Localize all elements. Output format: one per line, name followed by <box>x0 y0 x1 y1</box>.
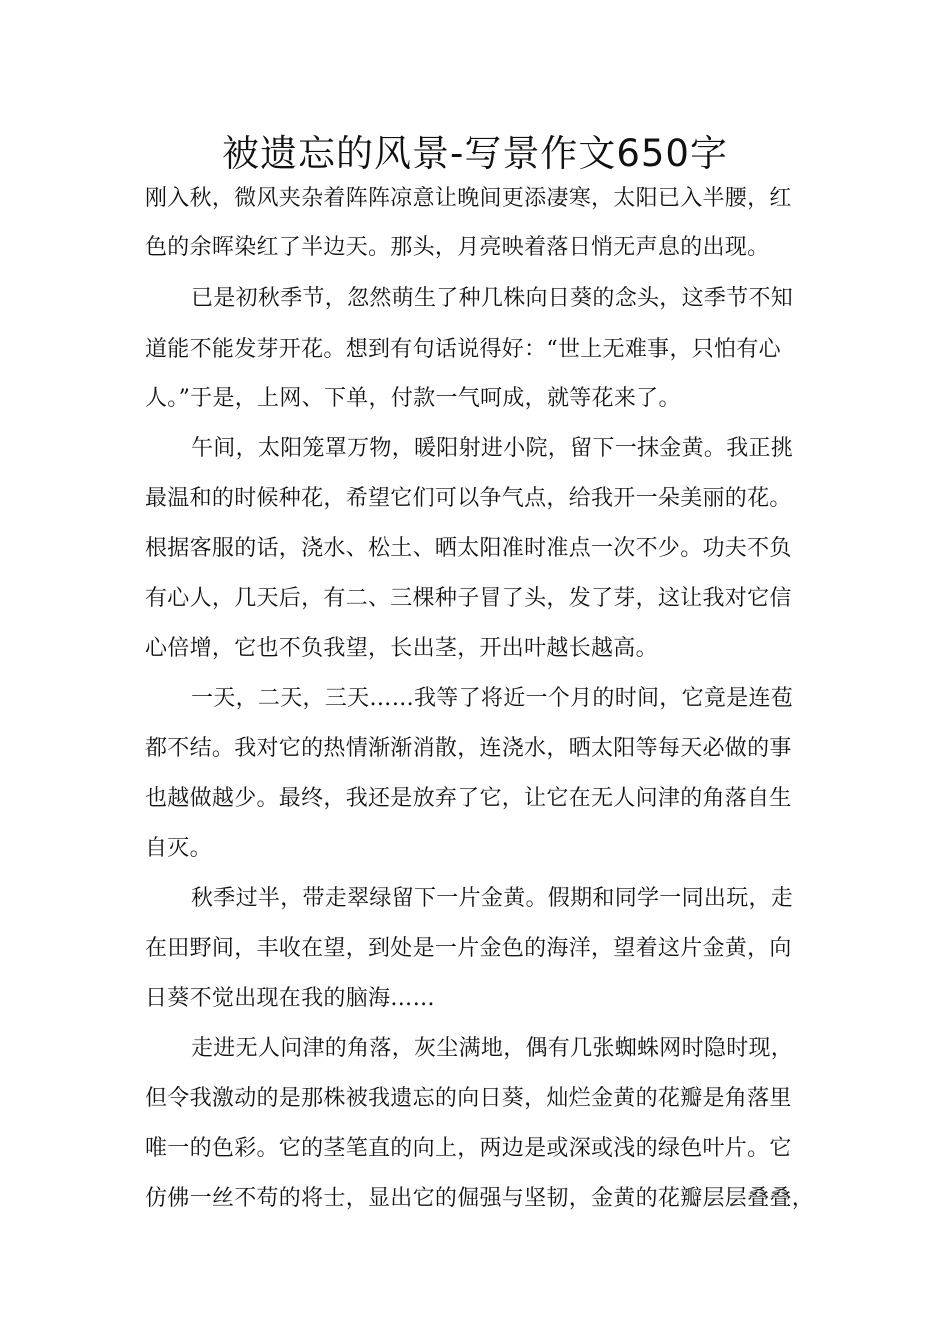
text-line: 仿佛一丝不苟的将士，显出它的倔强与坚韧，金黄的花瓣层层叠叠， <box>145 1186 815 1211</box>
paragraph-start-line: 午间，太阳笼罩万物，暖阳射进小院，留下一抹金黄。我正挑 <box>191 436 794 461</box>
paragraph-start-line: 一天，二天，三天……我等了将近一个月的时间，它竟是连苞 <box>191 686 794 711</box>
paragraph-start-line: 秋季过半，带走翠绿留下一片金黄。假期和同学一同出玩，走 <box>191 886 794 911</box>
document-title: 被遗忘的风景-写景作文650字 <box>222 132 728 175</box>
text-line: 心倍增，它也不负我望，长出茎，开出叶越长越高。 <box>145 636 658 661</box>
text-line: 日葵不觉出现在我的脑海…… <box>145 986 435 1011</box>
text-line: 也越做越少。最终，我还是放弃了它，让它在无人问津的角落自生 <box>145 786 792 811</box>
text-line: 自灭。 <box>145 836 212 861</box>
text-line: 刚入秋，微风夹杂着阵阵凉意让晚间更添凄寒，太阳已入半腰，红 <box>145 186 792 211</box>
text-line: 在田野间，丰收在望，到处是一片金色的海洋，望着这片金黄，向 <box>145 936 792 961</box>
text-line: 道能不能发芽开花。想到有句话说得好：“世上无难事，只怕有心 <box>145 337 781 362</box>
text-line: 根据客服的话，浇水、松土、晒太阳准时准点一次不少。功夫不负 <box>145 536 792 561</box>
paragraph-start-line: 走进无人问津的角落，灰尘满地，偶有几张蜘蛛网时隐时现， <box>191 1036 794 1061</box>
text-line: 唯一的色彩。它的茎笔直的向上，两边是或深或浅的绿色叶片。它 <box>145 1136 792 1161</box>
text-line: 最温和的时候种花，希望它们可以争气点，给我开一朵美丽的花。 <box>145 486 792 511</box>
paragraph-start-line: 已是初秋季节，忽然萌生了种几株向日葵的念头，这季节不知 <box>191 286 794 311</box>
text-line: 色的余晖染红了半边天。那头，月亮映着落日悄无声息的出现。 <box>145 235 770 260</box>
text-line: 人。”于是，上网、下单，付款一气呵成，就等花来了。 <box>145 386 681 411</box>
text-line: 有心人，几天后，有二、三棵种子冒了头，发了芽，这让我对它信 <box>145 586 792 611</box>
text-line: 但令我激动的是那株被我遗忘的向日葵，灿烂金黄的花瓣是角落里 <box>145 1086 792 1111</box>
text-line: 都不结。我对它的热情渐渐消散，连浇水，晒太阳等每天必做的事 <box>145 736 792 761</box>
